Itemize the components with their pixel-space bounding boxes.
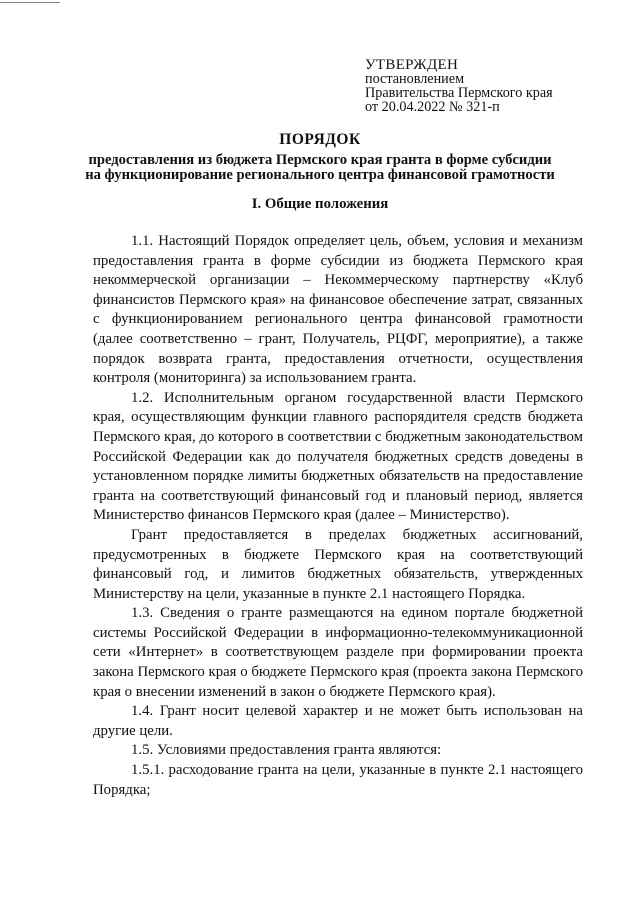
approval-line-1: постановлением — [365, 71, 465, 87]
section-title: I. Общие положения — [251, 196, 389, 212]
subtitle-line-1: предоставления из бюджета Пермского края гранта в форме субсидии — [88, 152, 552, 168]
document-subtitle — [0, 153, 640, 183]
paragraph-grant-limits: Грант предоставляется в пределах бюджетных ассигнований, предусмотренных в бюджете Пермского края на соответствующий финансовый год, и лимитов бюджетных обязательств, утвержденных Министерству на цели, указанные в пункте 2.1 настоящего Порядка. — [93, 526, 583, 602]
approval-line-3: от 20.04.2022 № 321-п — [365, 99, 500, 115]
paragraph-1-3: 1.3. Сведения о гранте размещаются на едином портале бюджетной системы Российской Федерации в информационно-телекоммуникационной сети «Интернет» в соответствующем разделе при формировании проекта закона Пермского края о бюджете Пермского края (проекта закона Пермского края о внесении изменений в закон о бюджете Пермского края). — [93, 605, 583, 700]
paragraph-1-5-1: 1.5.1. расходование гранта на цели, указанные в пункте 2.1 настоящего Порядка; — [93, 762, 583, 798]
scan-corner-mark — [0, 2, 60, 3]
paragraph-1-1: 1.1. Настоящий Порядок определяет цель, объем, условия и механизм предоставления гранта в форме субсидии из бюджета Пермского края некоммерческой организации – Некоммерческому партнерству «Клуб финансистов Пермского края» на финансовое обеспечение затрат, связанных с функционированием регионального центра финансовой грамотности (далее соответственно – грант, Получатель, РЦФГ, мероприятие), а также порядок возврата гранта, предоставления отчетности, осуществления контроля (мониторинга) за использованием гранта. — [93, 233, 583, 387]
paragraph-1-4: 1.4. Грант носит целевой характер и не может быть использован на другие цели. — [93, 703, 583, 739]
paragraph-1-5: 1.5. Условиями предоставления гранта являются: — [131, 742, 442, 759]
paragraph-1-2: 1.2. Исполнительным органом государственной власти Пермского края, осуществляющим функции главного распорядителя средств бюджета Пермского края, до которого в соответствии с бюджетным законодательством Российской Федерации как до получателя бюджетных средств доведены в установленном порядке лимиты бюджетных обязательств на предоставление гранта на соответствующий финансовый год и плановый период, является Министерство финансов Пермского края (далее – Министерство). — [93, 389, 583, 524]
approval-title: УТВЕРЖДЕН — [365, 57, 459, 73]
document-title: ПОРЯДОК — [279, 131, 361, 148]
approval-line-2: Правительства Пермского края — [365, 85, 553, 101]
subtitle-line-2: на функционирование регионального центра финансовой грамотности — [85, 167, 555, 183]
document-body — [93, 232, 583, 800]
approval-stamp-block — [365, 58, 553, 114]
